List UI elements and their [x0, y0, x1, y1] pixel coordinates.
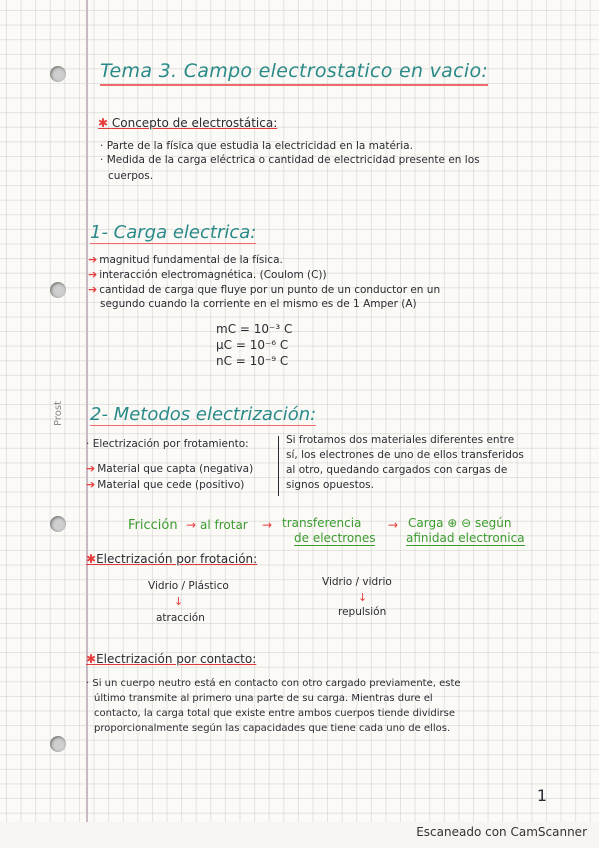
carga-line [88, 253, 283, 266]
carga-line-text: cantidad de carga que fluye por un punto de un conductor en un [99, 284, 441, 296]
concepto-line: · Medida de la carga eléctrica o cantidad de electricidad presente en los [100, 154, 480, 166]
arrow-down-icon: ↓ [358, 591, 368, 604]
flow-afinidad: afinidad electronica [406, 531, 525, 545]
carga-line-text: magnitud fundamental de la física. [99, 254, 283, 266]
flow-friccion: Fricción [128, 518, 178, 533]
bullet-icon: ✱ [98, 116, 112, 130]
cede-line [86, 478, 244, 491]
frotacion-heading [86, 552, 257, 566]
capta-text: Material que capta (negativa) [97, 463, 254, 475]
carga-line: segundo cuando la corriente en el mismo es de 1 Amper (A) [100, 298, 417, 310]
concepto-line: cuerpos. [108, 170, 154, 182]
contacto-line: · Si un cuerpo neutro está en contacto con otro cargado previamente, este [86, 678, 461, 689]
arrow-icon: ➔ [86, 462, 96, 475]
frotacion-right-pair: Vidrio / vidrio [322, 576, 392, 588]
frotamiento-desc: al otro, quedando cargados con cargas de [286, 464, 508, 476]
side-label: Prost [53, 401, 64, 426]
metodos-heading: 2- Metodos electrización: [90, 404, 317, 425]
cede-text: Material que cede (positivo) [97, 479, 245, 491]
page-number: 1 [536, 786, 547, 805]
frotacion-heading-text: Electrización por frotación: [96, 552, 258, 566]
contacto-line: último transmite al primero una parte de su carga. Mientras dure el [94, 693, 433, 704]
binder-hole [50, 736, 66, 752]
frotamiento-desc: Si frotamos dos materiales diferentes entre [286, 434, 515, 446]
scanner-watermark: Escaneado con CamScanner [416, 825, 587, 839]
margin-line [86, 0, 88, 822]
bullet-icon: ✱ [86, 652, 97, 666]
concepto-line-text: Parte de la física que estudia la electricidad en la matéria. [106, 140, 413, 152]
carga-line-text: interacción electromagnética. (Coulom (C)) [99, 269, 327, 281]
arrow-icon: → [186, 518, 197, 532]
flow-transferencia: transferencia [282, 516, 362, 530]
flow-carga: Carga ⊕ ⊖ según [408, 516, 512, 530]
arrow-icon: → [388, 518, 399, 532]
concepto-line-text: Medida de la carga eléctrica o cantidad de electricidad presente en los [106, 154, 480, 166]
unit-line: mC = 10⁻³ C [216, 322, 293, 336]
frotacion-left-pair: Vidrio / Plástico [148, 580, 229, 592]
frotacion-right-result: repulsión [338, 606, 387, 618]
concepto-heading [98, 116, 277, 130]
bullet-icon: ✱ [86, 552, 97, 566]
concepto-line: · Parte de la física que estudia la electricidad en la matéria. [100, 140, 413, 152]
frotamiento-label-text: Electrización por frotamiento: [92, 438, 249, 450]
carga-line [88, 268, 327, 281]
flow-al-frotar: al frotar [200, 518, 248, 532]
binder-hole [50, 282, 66, 298]
capta-line [86, 462, 253, 475]
frotamiento-desc: sí, los electrones de uno de ellos transferidos [286, 449, 524, 461]
arrow-icon: ➔ [88, 268, 98, 281]
contacto-line: contacto, la carga total que existe entre ambos cuerpos tiende dividirse [94, 708, 455, 719]
binder-hole [50, 66, 66, 82]
carga-line [88, 283, 440, 296]
arrow-icon: ➔ [86, 478, 96, 491]
arrow-icon: → [262, 518, 273, 532]
contacto-line-text: Si un cuerpo neutro está en contacto con otro cargado previamente, este [92, 678, 461, 689]
page-title: Tema 3. Campo electrostatico en vacio: [100, 60, 488, 86]
arrow-icon: ➔ [88, 283, 98, 296]
brace [278, 436, 283, 496]
binder-hole [50, 516, 66, 532]
carga-heading: 1- Carga electrica: [90, 222, 257, 243]
contacto-heading [86, 652, 256, 666]
frotamiento-desc: signos opuestos. [286, 479, 374, 491]
concepto-heading-text: Concepto de electrostática: [111, 116, 278, 130]
unit-line: μC = 10⁻⁶ C [216, 338, 289, 352]
flow-de-electrones: de electrones [294, 531, 376, 545]
arrow-icon: ➔ [88, 253, 98, 266]
unit-line: nC = 10⁻⁹ C [216, 354, 289, 368]
contacto-line: proporcionalmente según las capacidades que tiene cada uno de ellos. [94, 723, 451, 734]
arrow-down-icon: ↓ [174, 595, 184, 608]
scanner-footer [0, 822, 599, 848]
frotamiento-label: · Electrización por frotamiento: [86, 438, 249, 450]
frotacion-left-result: atracción [156, 612, 205, 624]
contacto-heading-text: Electrización por contacto: [96, 652, 257, 666]
